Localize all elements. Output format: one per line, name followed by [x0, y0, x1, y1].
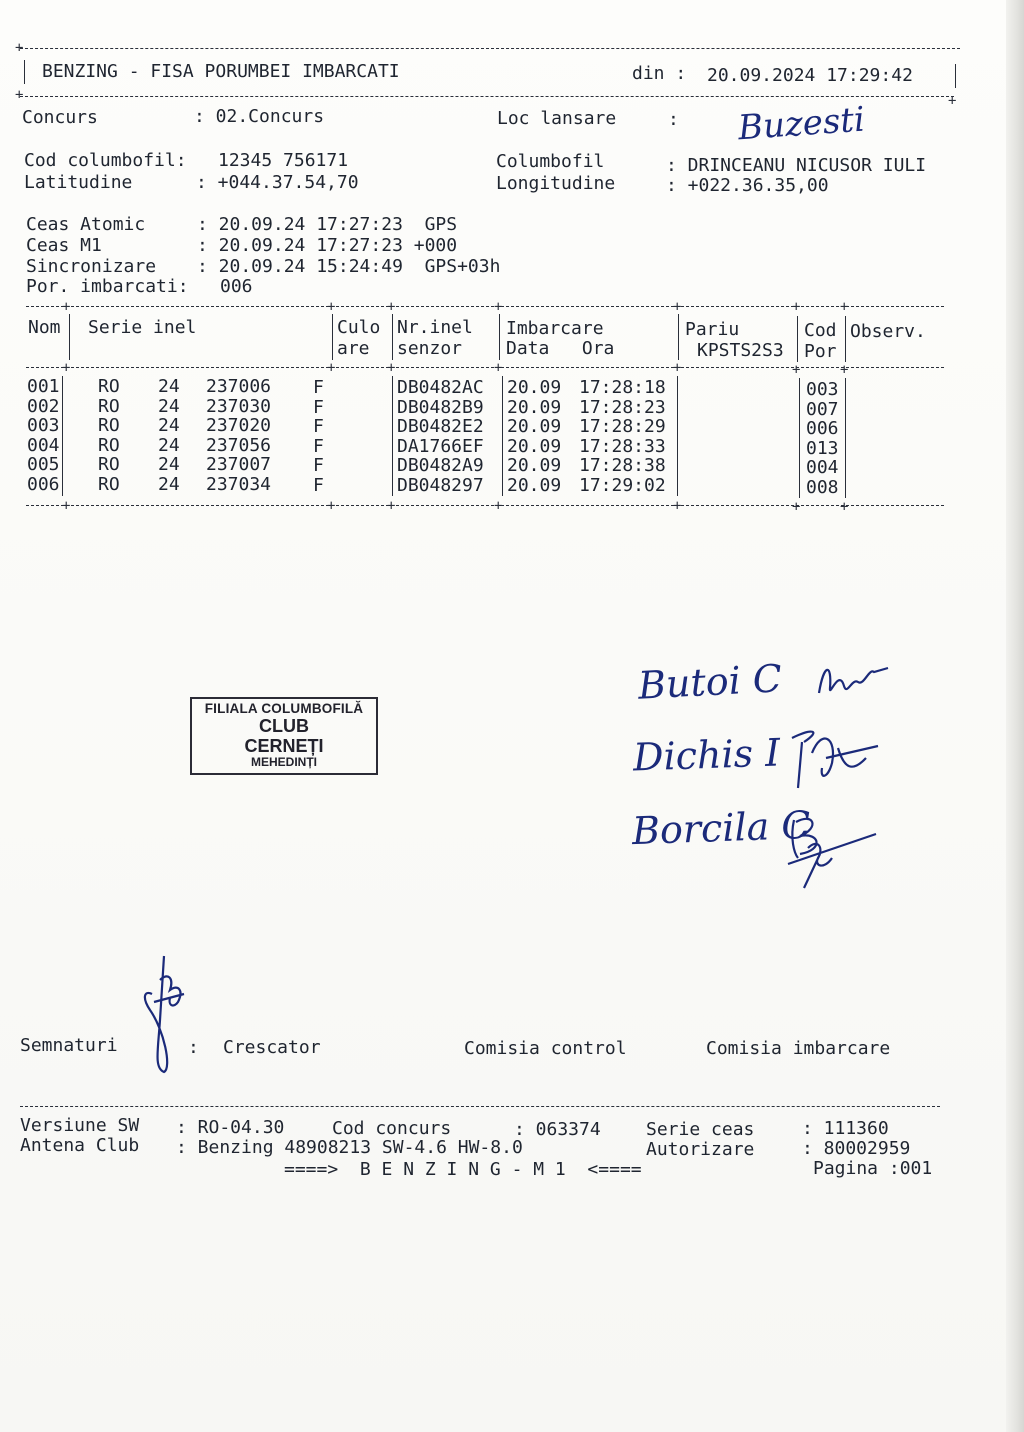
cell-data: 20.09 [507, 377, 562, 398]
crescator-signature [134, 950, 194, 1080]
cell-nom: 003 [27, 415, 60, 436]
cell-inel: 237034 [206, 474, 272, 495]
corner-mark: + [792, 299, 801, 315]
corner-mark: + [387, 498, 396, 514]
corner-mark: + [327, 360, 336, 376]
corner-mark: + [62, 360, 71, 376]
column-divider [69, 314, 70, 360]
column-divider [499, 314, 500, 360]
serie-ceas-label: Serie ceas [646, 1119, 755, 1140]
cod-concurs-value: : 063374 [514, 1119, 601, 1140]
corner-mark: + [62, 299, 71, 315]
loc-lansare-label: Loc lansare [497, 108, 617, 129]
antena-club-label: Antena Club [20, 1135, 140, 1156]
cell-ora: 17:28:33 [579, 436, 666, 457]
corner-mark: + [948, 93, 957, 109]
latitudine-value: : +044.37.54,70 [196, 172, 359, 193]
handwritten-name-2: Dichis I [632, 730, 781, 780]
antena-club-value: : Benzing 48908213 SW-4.6 HW-8.0 [176, 1137, 523, 1158]
column-divider [797, 316, 798, 362]
ceas-m1-label: Ceas M1 [26, 235, 102, 256]
loc-lansare-handwritten: Buzesti [736, 99, 867, 149]
column-divider [678, 314, 679, 360]
cell-tara: RO [98, 454, 120, 475]
header-left-bar [24, 60, 25, 84]
col-header-culoare-2: are [337, 338, 370, 359]
cell-inel: 237030 [206, 396, 272, 417]
column-divider [62, 376, 63, 496]
cell-senzor: DB0482B9 [397, 397, 484, 418]
cell-sex: F [313, 436, 324, 457]
cell-senzor: DB0482E2 [397, 416, 484, 437]
ceas-atomic-label: Ceas Atomic [26, 214, 146, 235]
document-title: BENZING - FISA PORUMBEI IMBARCATI [42, 61, 400, 82]
columbofil-value: : DRINCEANU NICUSOR IULI [666, 155, 927, 176]
cell-an: 24 [158, 415, 180, 436]
column-divider [677, 376, 678, 496]
porumbei-imbarcati-label: Por. imbarcati: [26, 276, 189, 297]
col-header-pariu: Pariu [685, 319, 740, 340]
cell-data: 20.09 [507, 436, 562, 457]
cod-columbofil-value: 12345 756171 [218, 150, 349, 171]
cell-tara: RO [98, 474, 120, 495]
header-bottom-rule [20, 96, 954, 97]
cell-inel: 237007 [206, 454, 272, 475]
col-header-senzor: senzor [397, 338, 463, 359]
cell-senzor: DB0482AC [397, 377, 484, 398]
corner-mark: + [15, 87, 24, 103]
signature-mark-1 [814, 658, 894, 708]
corner-mark: + [494, 498, 503, 514]
concurs-value: : 02.Concurs [194, 106, 325, 127]
cell-an: 24 [158, 435, 180, 456]
corner-mark: + [792, 499, 801, 515]
corner-mark: + [673, 299, 682, 315]
handwritten-name-1: Butoi C [636, 656, 783, 708]
page-edge [1006, 0, 1024, 1432]
cell-cod-por: 013 [806, 438, 839, 459]
date-label: din : [632, 63, 687, 84]
col-header-observ: Observ. [850, 321, 926, 342]
header-top-rule [20, 48, 960, 49]
table-header-rule [26, 367, 944, 368]
semnaturi-label: Semnaturi [20, 1035, 118, 1056]
cell-an: 24 [158, 376, 180, 397]
cell-sex: F [313, 455, 324, 476]
stamp-line-filiala: FILIALA COLUMBOFILĂ [204, 701, 364, 716]
col-header-data-ora: Data Ora [506, 338, 615, 359]
corner-mark: + [387, 360, 396, 376]
serie-ceas-value: : 111360 [802, 1118, 889, 1139]
column-divider [392, 314, 393, 360]
cell-nom: 005 [27, 454, 60, 475]
cell-sex: F [313, 416, 324, 437]
cell-cod-por: 004 [806, 457, 839, 478]
print-datetime: 20.09.2024 17:29:42 [707, 65, 913, 86]
autorizare-value: : 80002959 [802, 1138, 911, 1159]
club-stamp [190, 697, 378, 775]
cell-tara: RO [98, 415, 120, 436]
cell-nom: 001 [27, 376, 60, 397]
col-header-cod: Cod [804, 320, 837, 341]
cell-ora: 17:29:02 [579, 475, 666, 496]
signature-mark-3 [784, 808, 894, 888]
footer-top-rule [20, 1106, 940, 1107]
comisia-control-label: Comisia control [464, 1038, 627, 1059]
cod-columbofil-label: Cod columbofil: [24, 150, 187, 171]
cell-sex: F [313, 397, 324, 418]
ceas-atomic-value: : 20.09.24 17:27:23 GPS [197, 214, 458, 235]
cell-sex: F [313, 475, 324, 496]
table-bottom-rule [26, 505, 944, 506]
col-header-culoare: Culo [337, 317, 381, 338]
corner-mark: + [494, 360, 503, 376]
corner-mark: + [673, 360, 682, 376]
corner-mark: + [327, 299, 336, 315]
col-header-serie: Serie inel [88, 317, 197, 338]
cell-an: 24 [158, 454, 180, 475]
stamp-line-cerneti: CERNEȚI [244, 736, 324, 756]
stamp-line-mehedinti: MEHEDINȚI [251, 755, 317, 769]
cell-cod-por: 007 [806, 399, 839, 420]
cell-cod-por: 006 [806, 418, 839, 439]
longitudine-label: Longitudine [496, 173, 616, 194]
column-divider [799, 378, 800, 498]
column-divider [845, 316, 846, 362]
corner-mark: + [673, 498, 682, 514]
cell-inel: 237020 [206, 415, 272, 436]
corner-mark: + [387, 299, 396, 315]
columbofil-label: Columbofil [496, 151, 605, 172]
corner-mark: + [840, 299, 849, 315]
cell-tara: RO [98, 435, 120, 456]
column-divider [332, 314, 333, 360]
latitudine-label: Latitudine [24, 172, 133, 193]
column-divider [502, 376, 503, 496]
versiune-label: Versiune SW [20, 1115, 140, 1136]
porumbei-imbarcati-value: 006 [220, 276, 253, 297]
concurs-label: Concurs [22, 107, 98, 128]
cell-nom: 006 [27, 474, 60, 495]
semnaturi-colon: : [188, 1037, 199, 1058]
col-header-nom: Nom [28, 317, 61, 338]
table-top-rule [26, 306, 944, 307]
signature-mark-2 [782, 718, 882, 798]
header-right-bar [955, 64, 956, 88]
cell-nom: 004 [27, 435, 60, 456]
ceas-m1-value: : 20.09.24 17:27:23 +000 [197, 235, 458, 256]
cell-senzor: DB048297 [397, 475, 484, 496]
col-header-imbarcare: Imbarcare [506, 318, 604, 339]
comisia-imbarcare-label: Comisia imbarcare [706, 1038, 891, 1059]
corner-mark: + [840, 499, 849, 515]
col-header-por: Por [804, 341, 837, 362]
cell-an: 24 [158, 474, 180, 495]
benzing-banner: ====> B E N Z I N G - M 1 <==== [284, 1159, 642, 1180]
sincronizare-label: Sincronizare [26, 256, 157, 277]
longitudine-value: : +022.36.35,00 [666, 175, 829, 196]
cell-data: 20.09 [507, 416, 562, 437]
cell-inel: 237056 [206, 435, 272, 456]
cell-nom: 002 [27, 396, 60, 417]
loc-lansare-colon: : [668, 109, 679, 130]
cell-tara: RO [98, 376, 120, 397]
col-header-kpsts: KPSTS2S3 [697, 340, 784, 361]
corner-mark: + [62, 498, 71, 514]
cell-ora: 17:28:29 [579, 416, 666, 437]
cell-inel: 237006 [206, 376, 272, 397]
cell-tara: RO [98, 396, 120, 417]
cell-ora: 17:28:18 [579, 377, 666, 398]
sincronizare-value: : 20.09.24 15:24:49 GPS+03h [197, 256, 501, 277]
versiune-value: : RO-04.30 [176, 1117, 285, 1138]
cell-cod-por: 003 [806, 379, 839, 400]
corner-mark: + [840, 362, 849, 378]
cell-senzor: DB0482A9 [397, 455, 484, 476]
cell-ora: 17:28:23 [579, 397, 666, 418]
cell-ora: 17:28:38 [579, 455, 666, 476]
corner-mark: + [792, 362, 801, 378]
page-number: Pagina :001 [813, 1158, 933, 1179]
cell-data: 20.09 [507, 475, 562, 496]
cell-data: 20.09 [507, 397, 562, 418]
crescator-label: Crescator [223, 1037, 321, 1058]
corner-mark: + [15, 40, 24, 56]
cell-senzor: DA1766EF [397, 436, 484, 457]
column-divider [845, 378, 846, 498]
cell-sex: F [313, 377, 324, 398]
column-divider [392, 376, 393, 496]
cell-an: 24 [158, 396, 180, 417]
stamp-line-club: CLUB [259, 716, 309, 736]
corner-mark: + [327, 498, 336, 514]
handwritten-name-3: Borcila C [631, 802, 812, 854]
cod-concurs-label: Cod concurs [332, 1118, 452, 1139]
corner-mark: + [494, 299, 503, 315]
cell-cod-por: 008 [806, 477, 839, 498]
cell-data: 20.09 [507, 455, 562, 476]
autorizare-label: Autorizare [646, 1139, 755, 1160]
col-header-nr-inel: Nr.inel [397, 317, 473, 338]
